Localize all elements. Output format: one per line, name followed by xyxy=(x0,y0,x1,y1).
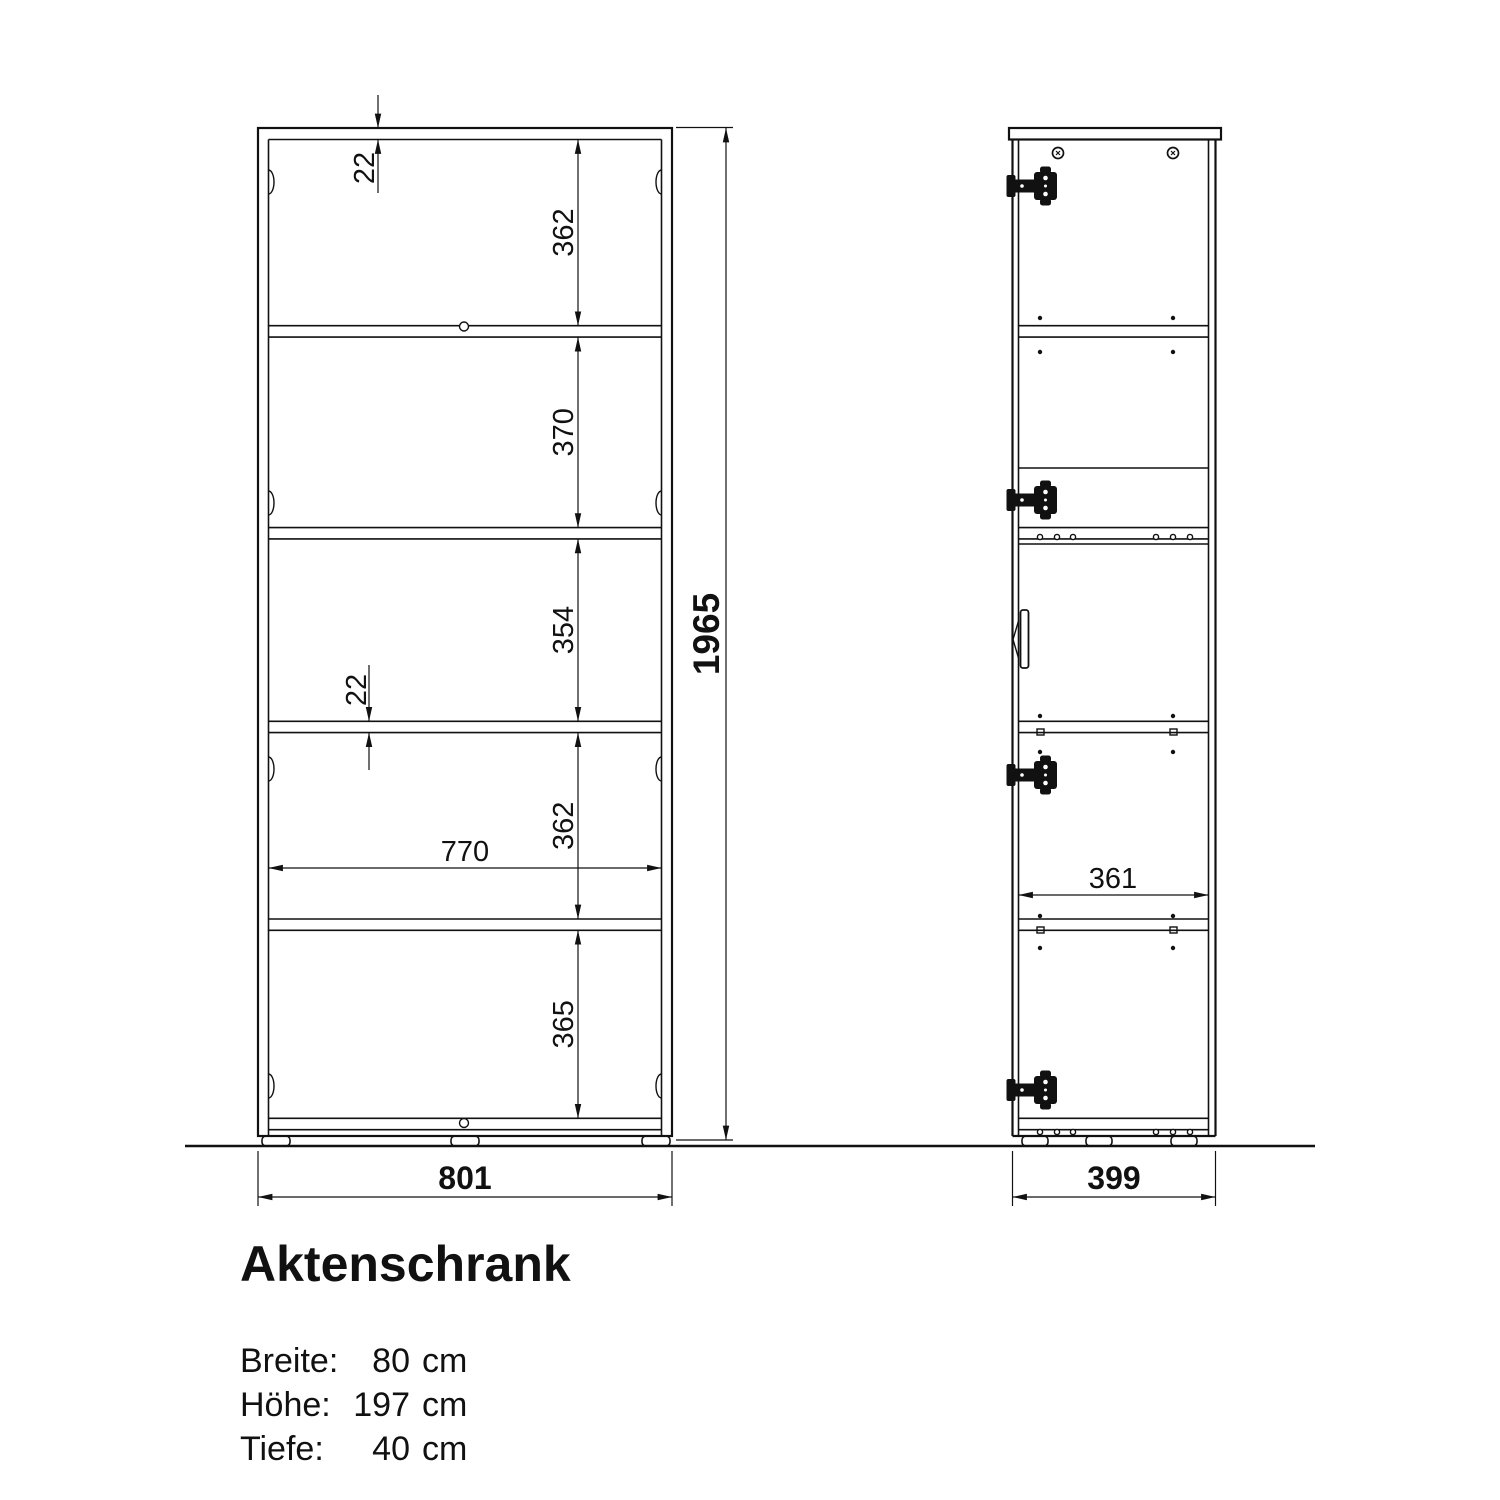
side-top-panel xyxy=(1009,128,1221,140)
spec-unit-tiefe: cm xyxy=(422,1430,468,1468)
shelf-pin-holes xyxy=(1038,316,1175,950)
dim-label-shelf-thickness: 22 xyxy=(341,673,373,707)
front-view xyxy=(258,128,672,1146)
side-shelf-4 xyxy=(1019,919,1209,930)
shelf-drill-hole xyxy=(460,322,469,331)
front-shelf-2 xyxy=(269,528,662,539)
front-shelf-4 xyxy=(269,919,662,930)
dim-label-overall-height: 1965 xyxy=(686,592,727,676)
front-carcass-outline xyxy=(258,128,672,1136)
spec-label-tiefe: Tiefe: xyxy=(240,1430,324,1468)
dim-label-top-thickness: 22 xyxy=(349,151,381,185)
shelf-support-pins xyxy=(1037,729,1177,933)
front-shelf-3 xyxy=(269,721,662,732)
dim-label-overall-width: 801 xyxy=(438,1160,492,1196)
dim-label-compartment-1: 362 xyxy=(548,208,580,257)
cam-lock-bumps xyxy=(269,170,662,1098)
dim-label-inner-width: 770 xyxy=(440,836,490,868)
dim-label-compartment-4: 362 xyxy=(548,801,580,850)
spec-unit-hoehe: cm xyxy=(422,1386,468,1424)
drawing-title: Aktenschrank xyxy=(240,1236,571,1292)
spec-label-breite: Breite: xyxy=(240,1342,339,1380)
dim-label-inner-depth: 361 xyxy=(1088,863,1138,895)
spec-label-hoehe: Höhe: xyxy=(240,1386,331,1424)
side-shelf-1 xyxy=(1019,326,1209,337)
dim-label-compartment-5: 365 xyxy=(548,1000,580,1049)
spec-value-breite: 80 xyxy=(372,1342,410,1380)
side-shelf-2 xyxy=(1019,528,1209,544)
door-handle-icon xyxy=(1013,610,1029,668)
side-feet xyxy=(1022,1136,1197,1146)
dim-label-compartment-3: 354 xyxy=(548,605,580,655)
spec-unit-breite: cm xyxy=(422,1342,468,1380)
bottom-drill-hole xyxy=(460,1119,469,1128)
spec-list xyxy=(240,1342,467,1468)
side-dimensions xyxy=(1013,863,1216,1206)
dim-label-compartment-2: 370 xyxy=(548,408,580,457)
side-view xyxy=(1007,128,1222,1146)
system-hole-rows xyxy=(1037,534,1192,1134)
side-shelf-3 xyxy=(1019,721,1209,732)
spec-value-tiefe: 40 xyxy=(372,1430,410,1468)
dim-label-overall-depth: 399 xyxy=(1087,1160,1141,1196)
front-feet xyxy=(262,1136,670,1146)
side-bottom-panel xyxy=(1019,1118,1209,1129)
spec-value-hoehe: 197 xyxy=(353,1386,410,1424)
